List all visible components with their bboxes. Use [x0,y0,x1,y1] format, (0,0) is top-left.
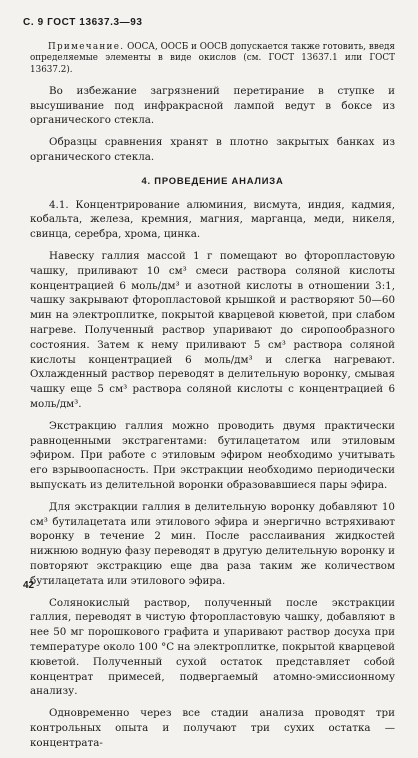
body-paragraph-2: Навеску галлия массой 1 г помещают во фторопластовую чашку, приливают 10 см³ смеси раствора соляной кислоты концентрацией 6 моль/дм³ и азотной кислоты в отношении 3:1, чашку закрывают фторопластовой крышкой и растворяют 50—60 мин на электроплитке, покрытой кварцевой кюветой, при слабом нагреве. Полученный раствор упаривают до сиропообразного состояния. Затем к нему приливают 5 см³ раствора соляной кислоты концентрацией 6 моль/дм³ и слегка нагревают. Охлажденный раствор переводят в делительную воронку, смывая чашку еще 5 см³ раствора соляной кислоты с концентрацией 6 моль/дм³. [30,250,395,411]
body-paragraph-5: Солянокислый раствор, полученный после экстракции галлия, переводят в чистую фторопластовую чашку, добавляют в нее 50 мг порошкового графита и упаривают раствор досуха при температуре около 100 °С на электроплитке, покрытой кварцевой кюветой. Полученный сухой остаток представляет собой концентрат примесей, подвергаемый атомно-эмиссионному анализу. [30,596,395,698]
body-paragraph-3: Экстракцию галлия можно проводить двумя практически равноценными экстрагентами: бутилацетатом или этиловым эфиром. При работе с этиловым эфиром необходимо учитывать его взрывоопасность. При экстракции необходимо периодически выпускать из делительной воронки образовавшиеся пары эфира. [30,419,395,492]
page-content [30,42,395,758]
note-block [30,42,395,76]
body-paragraph-6: Одновременно через все стадии анализа проводят три контрольных опыта и получают три сухих остатка — концентрата- [30,707,395,749]
page-number: 42 [23,580,35,591]
body-paragraph-4: Для экстракции галлия в делительную воронку добавляют 10 см³ бутилацетата или этилового эфира и энергично встряхивают воронку в течение 2 мин. После расслаивания жидкостей нижнюю водную фазу переводят в другую делительную воронку и повторяют экстракцию еще два раза таким же количеством бутилацетата или этилового эфира. [30,500,395,587]
page-header: С. 9 ГОСТ 13637.3—93 [23,17,143,28]
note-label: Примечание. [48,42,125,52]
paragraph-contamination: Во избежание загрязнений перетирание в ступке и высушивание под инфракрасной лампой ведут в боксе из органического стекла. [30,84,395,127]
note-text: ООСА, ООСБ и ООСВ допускается также готовить, введя определяемые элементы в виде окислов (см. ГОСТ 13637.1 или ГОСТ 13637.2). [30,42,395,75]
section-title: 4. ПРОВЕДЕНИЕ АНАЛИЗА [141,174,284,186]
body-paragraph-1: 4.1. Концентрирование алюминия, висмута, индия, кадмия, кобальта, железа, кремния, магния, марганца, меди, никеля, свинца, серебра, хрома, цинка. [30,198,395,241]
paragraph-storage: Образцы сравнения хранят в плотно закрытых банках из органического стекла. [30,136,395,164]
